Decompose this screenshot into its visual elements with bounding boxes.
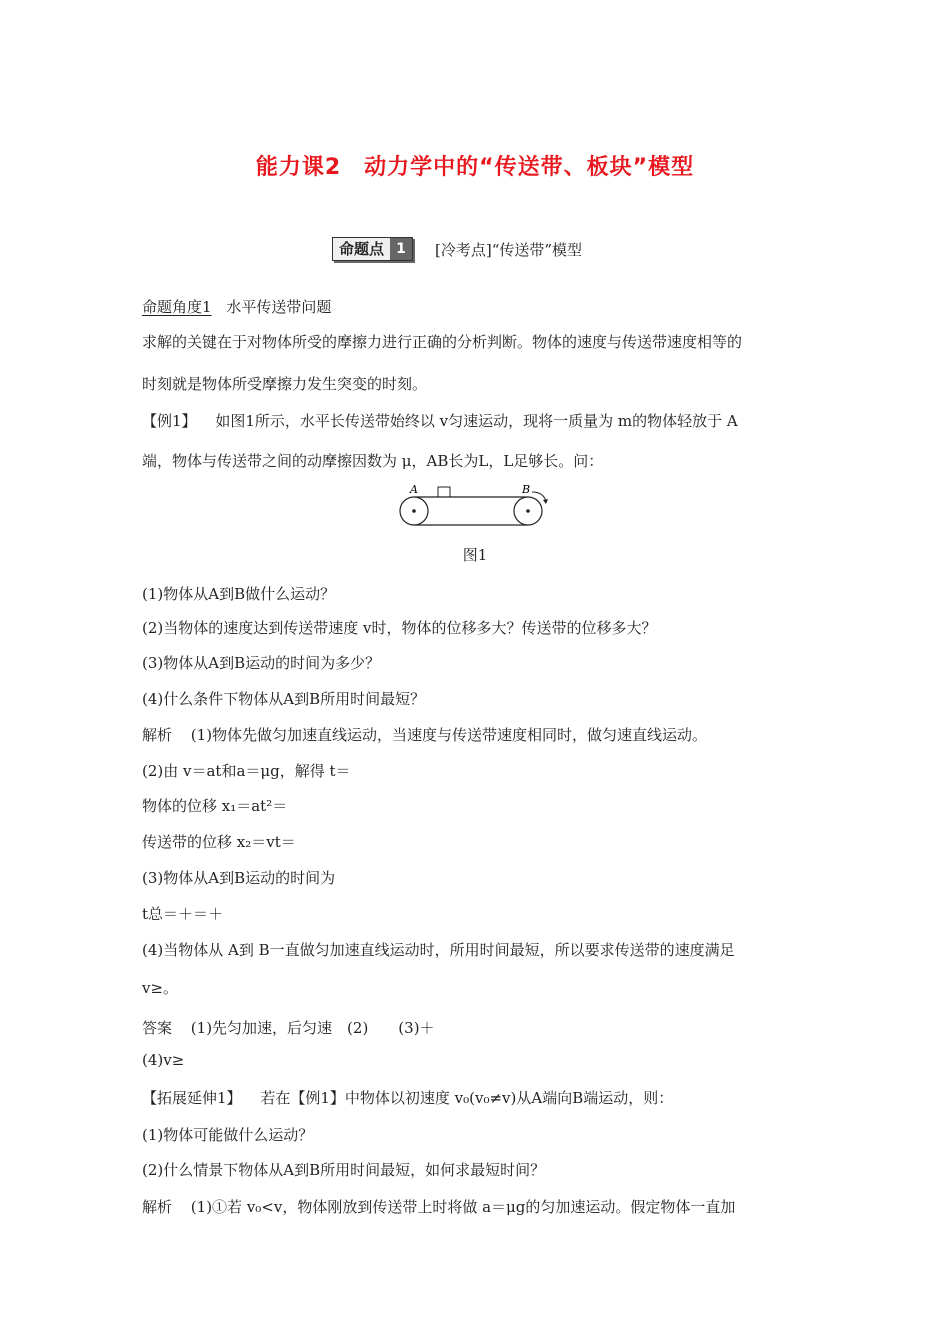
solution-line-3: 物体的位移 x₁＝at²＝: [142, 797, 288, 815]
figure-caption: 图1: [462, 546, 488, 564]
example1-tag: 【例1】: [142, 412, 197, 430]
answer-line-2: (4)v≥: [142, 1051, 185, 1069]
question-4: (4)什么条件下物体从A到B所用时间最短？: [142, 690, 426, 708]
topic-badge: [332, 237, 413, 261]
pulley-left-axle: [412, 509, 416, 513]
solution2-head: 解析: [142, 1198, 173, 1216]
solution2-line-1: [142, 1196, 735, 1217]
example1-line-1: [142, 410, 738, 431]
solution-line-7: (4)当物体从 A到 B一直做匀加速直线运动时，所用时间最短，所以要求传送带的速度满足: [142, 941, 735, 959]
angle-heading: [142, 296, 331, 317]
solution-head: 解析: [142, 726, 173, 744]
answer-head: 答案: [142, 1019, 173, 1037]
topic-label: 命题点: [339, 240, 385, 258]
label-a: A: [410, 483, 418, 496]
topic-header: [332, 236, 582, 262]
solution-line-1: [142, 724, 707, 745]
conveyor-belt-figure: [396, 480, 556, 530]
block-object: [438, 487, 450, 497]
question-3: (3)物体从A到B运动的时间为多少？: [142, 654, 381, 672]
solution2-text-1: (1)①若 v₀<v，物体刚放到传送带上时将做 a＝μg的匀加速运动。假定物体一直加: [190, 1198, 736, 1216]
angle-text: 水平传送带问题: [226, 298, 332, 316]
answer-text-1: (1)先匀加速，后匀速 (2) (3)＋: [190, 1019, 435, 1037]
extension-tag: 【拓展延伸1】: [142, 1089, 242, 1107]
solution-line-8: v≥。: [142, 979, 179, 997]
example1-text-1: 如图1所示，水平长传送带始终以 v匀速运动，现将一质量为 m的物体轻放于 A: [215, 412, 738, 430]
solution-line-4: 传送带的位移 x₂＝vt＝: [142, 833, 296, 851]
question-1: (1)物体从A到B做什么运动？: [142, 585, 336, 603]
extension-line-1: [142, 1087, 673, 1108]
extension-question-1: (1)物体可能做什么运动？: [142, 1126, 314, 1144]
solution-text-1: (1)物体先做匀加速直线运动，当速度与传送带速度相同时，做匀速直线运动。: [190, 726, 708, 744]
example1-line-2: 端，物体与传送带之间的动摩擦因数为 μ，AB长为L，L足够长。问：: [142, 452, 604, 470]
solution-line-6: t总＝＋＝＋: [142, 905, 224, 923]
intro-line-1: 求解的关键在于对物体所受的摩擦力进行正确的分析判断。物体的速度与传送带速度相等的: [142, 333, 743, 351]
rotation-arrow-head: [543, 499, 548, 504]
extension-text-1: 若在【例1】中物体以初速度 v₀(v₀≠v)从A端向B端运动，则：: [260, 1089, 674, 1107]
intro-line-2: 时刻就是物体所受摩擦力发生突变的时刻。: [142, 375, 428, 393]
solution-line-5: (3)物体从A到B运动的时间为: [142, 869, 336, 887]
extension-question-2: (2)什么情景下物体从A到B所用时间最短，如何求最短时间？: [142, 1161, 546, 1179]
pulley-right-axle: [526, 509, 530, 513]
topic-text: [冷考点]“传送带”模型: [435, 240, 583, 259]
angle-label: 命题角度1: [142, 298, 212, 316]
page-title: 能力课2 动力学中的“传送带、板块”模型: [255, 155, 695, 180]
topic-number: 1: [390, 238, 412, 260]
answer-line-1: [142, 1017, 435, 1038]
label-b: B: [522, 483, 531, 496]
question-2: (2)当物体的速度达到传送带速度 v时，物体的位移多大？传送带的位移多大？: [142, 619, 657, 637]
solution-line-2: (2)由 v＝at和a＝μg，解得 t＝: [142, 762, 351, 780]
